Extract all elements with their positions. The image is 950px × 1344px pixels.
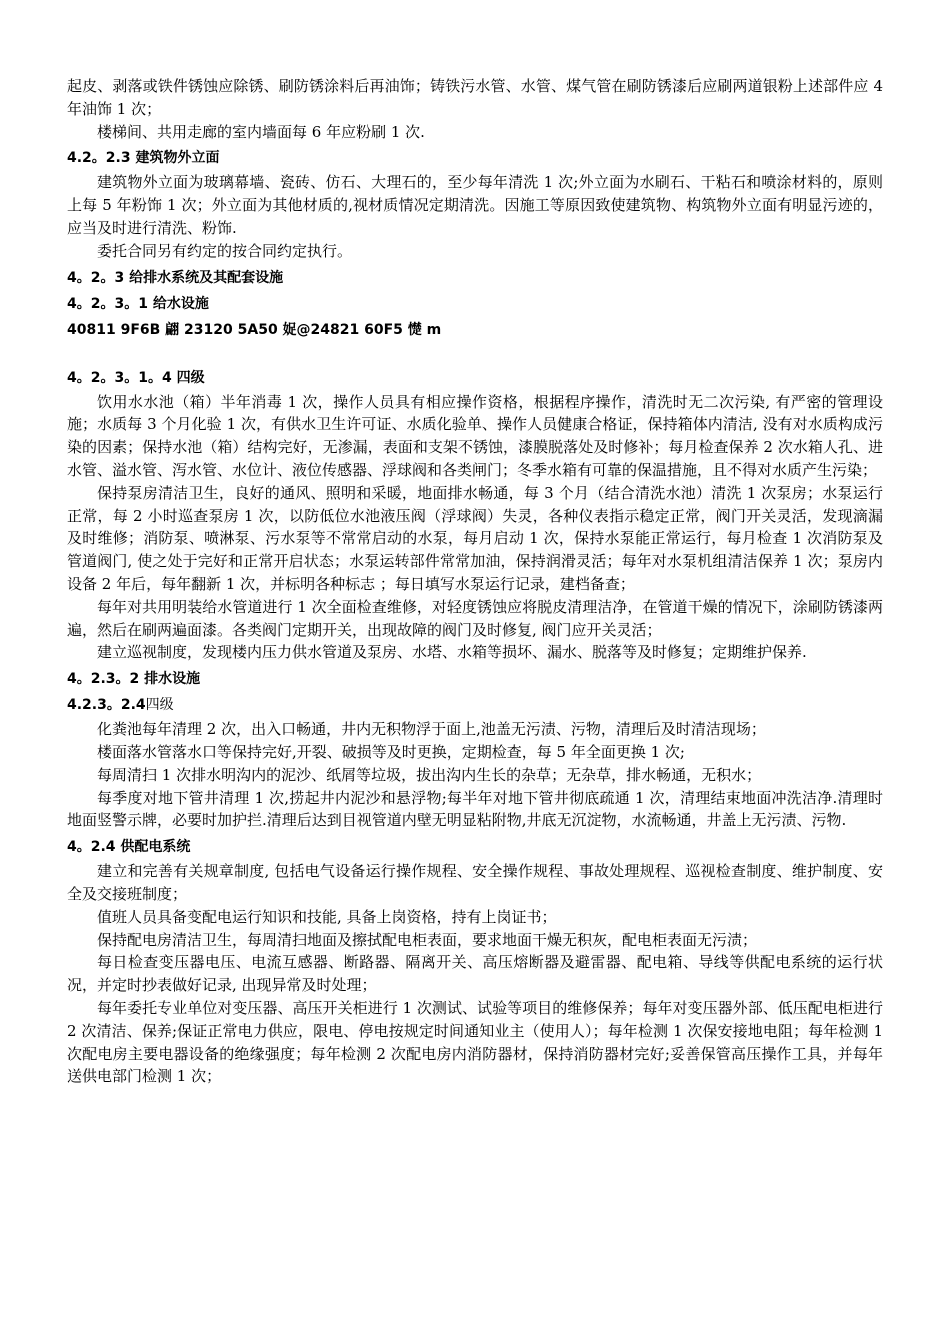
paragraph-room-cleaning: 保持配电房清洁卫生，每周清扫地面及擦拭配电柜表面，要求地面干燥无积灰，配电柜表面无污渍； bbox=[97, 930, 758, 949]
paragraph-paint-maintenance: 起皮、剥落或铁件锈蚀应除锈、刷防锈涂料后再油饰；铸铁污水管、水管、煤气管在刷防锈漆后应刷两道银粉上述部件应 4 年油饰 1 次； bbox=[67, 77, 883, 118]
heading-power-supply: 4。2.4 供配电系统 bbox=[67, 839, 191, 856]
paragraph-water-tank: 饮用水水池（箱）半年消毒 1 次，操作人员具有相应操作资格，根据程序操作，清洗时无二次污染, 有严密的管理设施；水质每 3 个月化验 1 次，有供水卫生许可证、水质化验单、操作人员健康合格证，保持箱体内清洁, 没有对水质构成污染的因素；保持水池（箱）结构完好，无渗漏，表面和支架不锈蚀，漆膜脱落处及时修补；每月检查保养 2 次水箱人孔、进水管、溢水管、泻水管、水位计、液位传感器、浮球阀和各类闸门；冬季水箱有可靠的保温措施，且不得对水质产生污染； bbox=[67, 392, 883, 479]
paragraph-stairwell-paint: 楼梯间、共用走廊的室内墙面每 6 年应粉刷 1 次. bbox=[97, 122, 425, 141]
paragraph-regulations: 建立和完善有关规章制度, 包括电气设备运行操作规程、安全操作规程、事故处理规程、巡视检查制度、维护制度、安全及交接班制度； bbox=[67, 862, 883, 903]
heading-level-four-supply: 4。2。3。1。4 四级 bbox=[67, 369, 205, 386]
paragraph-contract-terms: 委托合同另有约定的按合同约定执行。 bbox=[97, 241, 353, 260]
paragraph-underground-wells: 每季度对地下管井清理 1 次,捞起井内泥沙和悬浮物;每半年对地下管井彻底疏通 1 次，清理结束地面冲洗洁净.清理时地面竖警示牌，必要时加护拦.清理后达到目视管道内壁无明显粘附物,井底无沉淀物，水流畅通，井盖上无污渍、污物. bbox=[67, 788, 883, 830]
paragraph-daily-check: 每日检查变压器电压、电流互感器、断路器、隔离开关、高压熔断器及避雷器、配电箱、导线等供配电系统的运行状况，并定时抄表做好记录, 出现异常及时处理； bbox=[67, 953, 883, 995]
heading-drainage: 4。2.3。2 排水设施 bbox=[67, 671, 201, 688]
paragraph-supply-pipes: 每年对共用明装给水管道进行 1 次全面检查维修，对轻度锈蚀应将脱皮清理洁净，在管道干燥的情况下，涂刷防锈漆两遍，然后在刷两遍面漆。各类阀门定期开关，出现故障的阀门及时修复, 阀门应开关灵活； bbox=[67, 597, 883, 639]
paragraph-inspection-system: 建立巡视制度，发现楼内压力供水管道及泵房、水塔、水箱等损坏、漏水、脱落等及时修复；定期维护保养. bbox=[97, 643, 807, 662]
garbled-text-line: 40811 9F6B 翩 23120 5A50 娖@24821 60F5 憷 m bbox=[67, 321, 442, 338]
paragraph-annual-maintenance: 每年委托专业单位对变压器、高压开关柜进行 1 次测试、试验等项目的维修保养；每年对变压器外部、低压配电柜进行 2 次清洁、保养;保证正常电力供应，限电、停电按规定时间通知业主（使用人）；每年检测 1 次保安接地电阻；每年检测 1 次配电房主要电器设备的绝缘强度；每年检测 2 次配电房内消防器材，保持消防器材完好;妥善保管高压操作工具，并每年送供电部门检测 1 次； bbox=[67, 998, 883, 1086]
paragraph-duty-staff: 值班人员具备变配电运行知识和技能, 具备上岗资格，持有上岗证书； bbox=[97, 907, 557, 926]
paragraph-downpipes: 楼面落水管落水口等保持完好,开裂、破损等及时更换，定期检查，每 5 年全面更换 1 次; bbox=[97, 742, 685, 761]
paragraph-open-ditch: 每周清扫 1 次排水明沟内的泥沙、纸屑等垃圾，拔出沟内生长的杂草；无杂草，排水畅通，无积水； bbox=[97, 765, 762, 784]
heading-level-four-drainage bbox=[67, 694, 883, 716]
blank-line bbox=[67, 341, 883, 363]
heading-water-system: 4。2。3 给排水系统及其配套设施 bbox=[67, 269, 284, 286]
paragraph-septic-tank: 化粪池每年清理 2 次，出入口畅通，井内无积物浮于面上,池盖无污渍、污物，清理后及时清洁现场； bbox=[97, 720, 766, 739]
paragraph-facade-cleaning: 建筑物外立面为玻璃幕墙、瓷砖、仿石、大理石的，至少每年清洗 1 次;外立面为水刷石、干粘石和喷涂材料的，原则上每 5 年粉饰 1 次；外立面为其他材质的,视材质情况定期清洗。因施工等原因致使建筑物、构筑物外立面有明显污迹的，应当及时进行清洗、粉饰. bbox=[67, 173, 883, 237]
heading-water-supply: 4。2。3。1 给水设施 bbox=[67, 295, 209, 312]
heading-number: 4.2.3。2.4 bbox=[67, 697, 146, 714]
paragraph-pump-room: 保持泵房清洁卫生，良好的通风、照明和采暖，地面排水畅通，每 3 个月（结合清洗水池）清洗 1 次泵房；水泵运行正常，每 2 小时巡查泵房 1 次，以防低位水池液压阀（浮球阀）失灵，各种仪表指示稳定正常，阀门开关灵活，发现滴漏及时维修；消防泵、喷淋泵、污水泵等不常常启动的水泵，每月启动 1 次，保持水泵能正常运行，每月检查 1 次消防泵及管道阀门, 使之处于完好和正常开启状态；水泵运转部件常常加油，保持润滑灵活；每年对水泵机组清洁保养 1 次；泵房内设备 2 年后，每年翻新 1 次，并标明各种标志 ；每日填写水泵运行记录，建档备查； bbox=[67, 483, 883, 593]
heading-building-facade: 4.2。2.3 建筑物外立面 bbox=[67, 150, 220, 167]
heading-level-label: 四级 bbox=[145, 697, 174, 714]
